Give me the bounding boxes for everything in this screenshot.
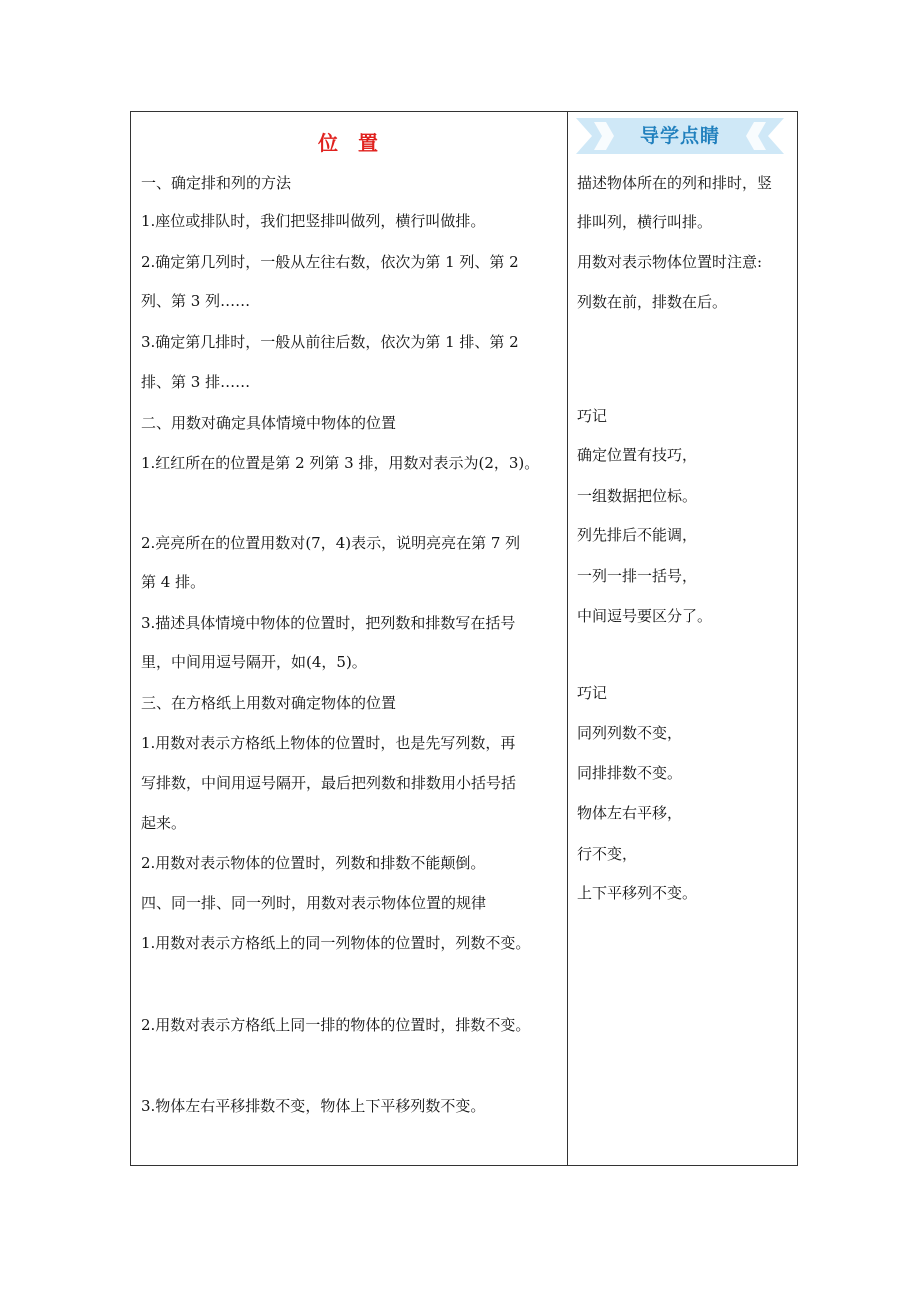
text-line: 3.物体左右平移排数不变，物体上下平移列数不变。 [141, 1097, 486, 1115]
tip-heading: 巧记 [577, 684, 608, 702]
text-line: 3.确定第几排时，一般从前往后数，依次为第 1 排、第 2 [141, 333, 519, 351]
text-line: 列、第 3 列…… [141, 292, 251, 310]
text-line: 物体左右平移， [577, 804, 683, 822]
text-line: 3.描述具体情境中物体的位置时，把列数和排数写在括号 [141, 614, 516, 632]
text-line: 2.用数对表示方格纸上同一排的物体的位置时，排数不变。 [141, 1016, 531, 1034]
banner-title: 导学点睛 [639, 125, 720, 147]
guide-column [568, 112, 797, 1165]
text-line: 1.用数对表示方格纸上的同一列物体的位置时，列数不变。 [141, 934, 531, 952]
text-line: 一组数据把位标。 [577, 487, 698, 505]
text-line: 排叫列，横行叫排。 [577, 213, 713, 231]
text-line: 中间逗号要区分了。 [577, 607, 713, 625]
text-line: 里，中间用逗号隔开，如(4，5)。 [141, 653, 367, 671]
text-line: 列数在前，排数在后。 [577, 293, 728, 311]
text-line: 上下平移列不变。 [577, 884, 698, 902]
text-line: 一列一排一括号， [577, 567, 698, 585]
text-line: 用数对表示物体位置时注意: [577, 253, 763, 271]
notes-table [130, 111, 798, 1166]
text-line: 起来。 [141, 814, 187, 832]
section-heading: 三、在方格纸上用数对确定物体的位置 [141, 694, 397, 712]
text-line: 列先排后不能调， [577, 526, 698, 544]
title-char: 位 [318, 131, 340, 155]
section-heading: 四、同一排、同一列时，用数对表示物体位置的规律 [141, 894, 487, 912]
text-line: 1.红红所在的位置是第 2 列第 3 排，用数对表示为(2，3)。 [141, 454, 540, 472]
text-line: 同排排数不变。 [577, 764, 683, 782]
text-line: 2.亮亮所在的位置用数对(7，4)表示，说明亮亮在第 7 列 [141, 534, 521, 552]
page-title [131, 127, 567, 156]
section-heading: 二、用数对确定具体情境中物体的位置 [141, 414, 397, 432]
text-line: 第 4 排。 [141, 573, 206, 591]
guide-banner [576, 118, 784, 154]
text-line: 排、第 3 排…… [141, 373, 251, 391]
text-line: 描述物体所在的列和排时，竖 [577, 174, 773, 192]
text-line: 行不变， [577, 845, 638, 863]
text-line: 2.用数对表示物体的位置时，列数和排数不能颠倒。 [141, 854, 486, 872]
section-heading: 一、确定排和列的方法 [141, 174, 292, 192]
tip-heading: 巧记 [577, 407, 608, 425]
text-line: 2.确定第几列时，一般从左往右数，依次为第 1 列、第 2 [141, 253, 519, 271]
text-line: 同列列数不变， [577, 724, 683, 742]
main-content-column [131, 112, 567, 1165]
text-line: 确定位置有技巧， [577, 446, 698, 464]
text-line: 1.座位或排队时，我们把竖排叫做列，横行叫做排。 [141, 212, 486, 230]
title-char: 置 [358, 131, 380, 155]
text-line: 1.用数对表示方格纸上物体的位置时，也是先写列数，再 [141, 734, 516, 752]
text-line: 写排数，中间用逗号隔开，最后把列数和排数用小括号括 [141, 774, 517, 792]
